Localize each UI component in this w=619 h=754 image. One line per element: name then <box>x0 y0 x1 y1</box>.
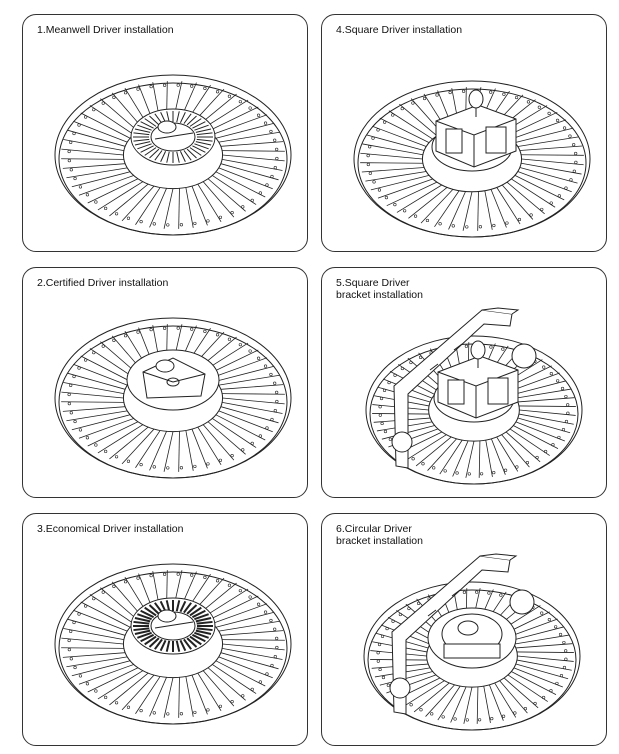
driver-circular <box>428 608 516 668</box>
panel-certified-driver <box>22 267 308 498</box>
driver-meanwell <box>131 109 215 165</box>
driver-certified <box>127 350 219 410</box>
bracket-knob <box>390 678 410 698</box>
lamp-illustration <box>322 514 608 747</box>
panel-caption: 2.Certified Driver installation <box>37 277 169 289</box>
panel-economical-driver <box>22 513 308 746</box>
panel-square-driver <box>321 14 607 252</box>
lamp-illustration <box>23 514 309 747</box>
lamp-illustration <box>322 15 608 253</box>
bracket-knob <box>512 344 536 368</box>
panel-caption: 3.Economical Driver installation <box>37 523 184 535</box>
hanging-ring <box>469 90 483 108</box>
hanging-ring <box>471 341 485 359</box>
panel-caption: 6.Circular Driver bracket installation <box>336 523 423 547</box>
panel-caption: 5.Square Driver bracket installation <box>336 277 423 301</box>
driver-economical <box>131 598 215 654</box>
bracket-knob <box>392 432 412 452</box>
lamp-illustration <box>23 268 309 499</box>
lamp-illustration <box>23 15 309 253</box>
panel-caption: 1.Meanwell Driver installation <box>37 24 174 36</box>
panel-square-driver-bracket <box>321 267 607 498</box>
panel-circular-driver-bracket <box>321 513 607 746</box>
panel-caption: 4.Square Driver installation <box>336 24 463 36</box>
lamp-illustration <box>322 268 608 499</box>
bracket-knob <box>510 590 534 614</box>
panel-meanwell-driver <box>22 14 308 252</box>
